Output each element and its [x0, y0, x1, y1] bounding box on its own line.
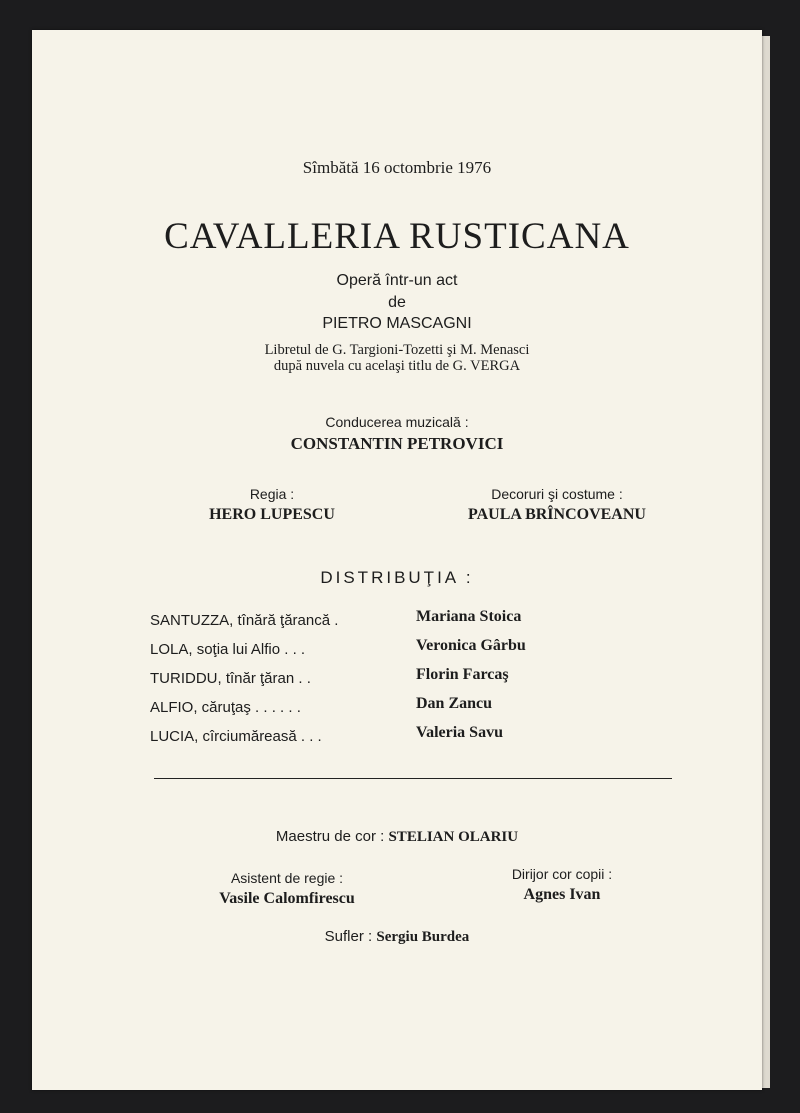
prompter-label: Sufler :: [324, 928, 373, 945]
opera-title: CAVALLERIA RUSTICANA: [164, 216, 630, 257]
by-label: de: [388, 294, 406, 311]
director-name: HERO LUPESCU: [209, 506, 335, 523]
conductor-name: CONSTANTIN PETROVICI: [290, 434, 504, 453]
prompter-name: Sergiu Burdea: [376, 929, 470, 945]
choir-master-name: STELIAN OLARIU: [388, 829, 519, 845]
designer-name: PAULA BRÎNCOVEANU: [468, 506, 646, 523]
cast-role: ALFIO, căruţaş . . . . . .: [150, 699, 301, 716]
direction-credit: [182, 486, 362, 524]
children-choir-name: Agnes Ivan: [523, 886, 601, 903]
prompter-credit: [32, 928, 762, 946]
section-divider: [154, 778, 672, 779]
composer-name: PIETRO MASCAGNI: [322, 315, 472, 332]
choir-master-label: Maestru de cor :: [275, 828, 385, 845]
cast-singer: Mariana Stoica: [416, 608, 522, 625]
cast-list: [150, 608, 710, 757]
cast-singer: Veronica Gârbu: [416, 637, 526, 654]
cast-row: [150, 724, 710, 757]
opera-description: Operă într-un act: [336, 272, 458, 289]
program-page: [32, 30, 762, 1090]
cast-role: TURIDDU, tînăr ţăran . .: [150, 670, 311, 687]
back-page-edge: [762, 36, 770, 1088]
direction-label: Regia :: [249, 486, 295, 502]
cast-singer: Dan Zancu: [416, 695, 493, 712]
cast-role: SANTUZZA, tînără ţărancă .: [150, 612, 339, 629]
choir-master-credit: [32, 828, 762, 846]
children-choir-credit: [462, 866, 662, 904]
source-credit: după nuvela cu acelaşi titlu de G. VERGA: [273, 358, 521, 374]
libretto-credit: Libretul de G. Targioni-Tozetti şi M. Menasci: [264, 342, 530, 358]
design-credit: [412, 486, 702, 524]
cast-heading: DISTRIBUŢIA :: [320, 568, 474, 587]
design-label: Decoruri şi costume :: [491, 486, 623, 502]
cast-singer: Valeria Savu: [416, 724, 503, 741]
assistant-credit: [182, 870, 392, 908]
cast-role: LOLA, soţia lui Alfio . . .: [150, 641, 306, 658]
assistant-label: Asistent de regie :: [230, 870, 344, 886]
cast-role: LUCIA, cîrciumăreasă . . .: [150, 728, 322, 745]
children-choir-label: Dirijor cor copii :: [511, 866, 613, 882]
assistant-name: Vasile Calomfirescu: [219, 890, 355, 907]
cast-singer: Florin Farcaş: [416, 666, 509, 683]
performance-date: Sîmbătă 16 octombrie 1976: [302, 158, 492, 177]
conductor-label: Conducerea muzicală :: [325, 414, 469, 430]
